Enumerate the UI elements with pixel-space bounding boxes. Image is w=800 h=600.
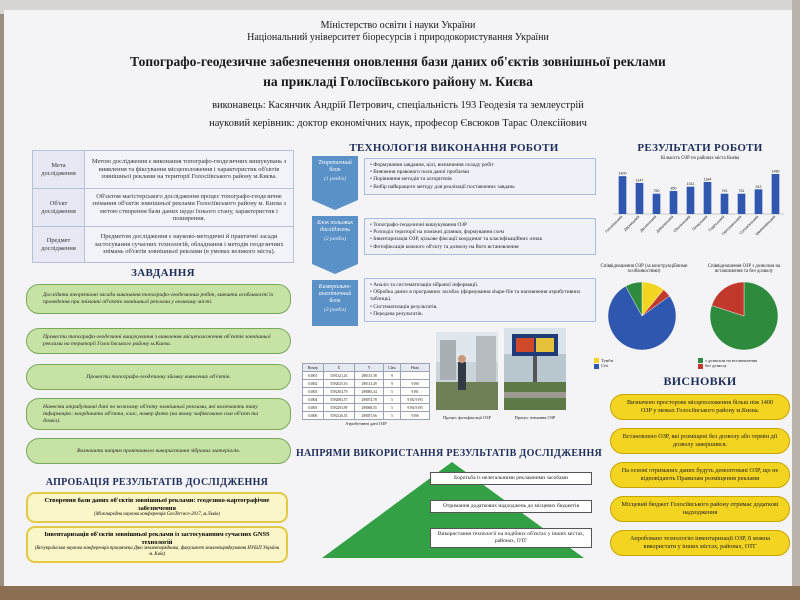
bar-chart-title: Кількість ОЗР по районах міста Києва	[660, 156, 740, 161]
definition-key: Предмет дослідження	[33, 227, 85, 263]
bar-category-label: Печерський	[691, 214, 709, 232]
approbation-item	[26, 526, 288, 563]
table-cell: 298113,49	[355, 380, 384, 388]
bar-category-label: Дніпровський	[655, 214, 675, 234]
table-cell: 5592083,57	[323, 396, 355, 404]
bar-value-label: 1400	[618, 171, 627, 176]
table-cell: 9194 9195	[401, 404, 430, 412]
table-cell: 9191	[401, 388, 430, 396]
table-cell: 9	[384, 380, 401, 388]
table-cell: 5592293,99	[323, 404, 355, 412]
legend-label: Сіті	[601, 363, 609, 369]
table-row	[303, 412, 430, 420]
bar-value-label: 751	[721, 189, 728, 194]
table-header-cell: Photo	[401, 364, 430, 372]
definitions-table	[32, 150, 294, 263]
photo-fixation	[436, 332, 498, 410]
table-cell: 9196	[401, 412, 430, 420]
conclusion-item: На основі отриманих даних будуть демонтовані ОЗР, що не відповідають Правилам розміщення реклами	[610, 462, 790, 488]
bar	[670, 191, 678, 214]
approbation-title: АПРОБАЦІЯ РЕЗУЛЬТАТІВ ДОСЛІДЖЕННЯ	[45, 477, 269, 488]
legend-swatch	[698, 364, 703, 369]
table-cell	[401, 372, 430, 380]
table-cell: 5592304,79	[323, 388, 355, 396]
bar-value-label: 850	[670, 186, 677, 191]
direction-item: Використання технології на подібних об'єктах у інших містах, районах, ОТГ	[430, 528, 592, 548]
tasks-title: ЗАВДАННЯ	[131, 267, 195, 279]
stage-box	[312, 216, 358, 264]
list-item: • Порівняння методів та алгоритмів	[370, 176, 590, 183]
technology-title: ТЕХНОЛОГІЯ ВИКОНАННЯ РОБОТИ	[349, 142, 559, 154]
stage-box	[312, 280, 358, 326]
pie1-title: Співвідношення ОЗР (за конструкційними особливостями)	[600, 264, 688, 274]
list-item: • Топографо-геодезичні вишукування ОЗР	[370, 222, 590, 229]
legend-item	[594, 363, 694, 368]
table-cell: 298083,34	[355, 388, 384, 396]
pie2-legend	[698, 358, 792, 369]
bar-category-label: Дарницький	[623, 214, 641, 232]
pie-chart-construction	[602, 276, 682, 356]
stage-theory-list	[364, 158, 596, 195]
bar	[755, 189, 763, 214]
task-item: Провести топографо-геодезичну зйомку виявлених об'єктів.	[26, 364, 291, 390]
stage-theory	[312, 156, 358, 210]
bar-category-label: Голосіївський	[604, 214, 624, 234]
bar	[738, 194, 746, 214]
list-item: • Вивчення правового поля даної проблеми	[370, 169, 590, 176]
ministry-name: Міністерство освіти і науки України	[320, 20, 476, 31]
table-header-cell: X	[323, 364, 355, 372]
bar-value-label: 1011	[686, 182, 695, 187]
table-row	[303, 404, 430, 412]
photo-survey	[504, 328, 566, 410]
definition-row	[33, 189, 294, 227]
stage-field-list	[364, 218, 596, 255]
bar-category-label: Шевченківський	[754, 214, 777, 237]
table-row	[303, 372, 430, 380]
bar	[653, 194, 661, 214]
table-cell: 9190	[401, 380, 430, 388]
direction-item: Боротьба із нелегальними рекламними засобами	[430, 472, 592, 485]
stage-step: (3 розділ)	[324, 307, 346, 313]
table-cell: 5591321,43	[323, 372, 355, 380]
bar-category-label: Подільський	[707, 214, 726, 233]
table-row	[303, 388, 430, 396]
stage-name: Камерально-аналітичний блок	[318, 284, 352, 304]
list-item: • Формування завдання, цілі, визначення складу робіт	[370, 162, 590, 169]
stage-arrow	[312, 200, 358, 210]
bar-chart	[604, 162, 784, 246]
table-cell: 63004	[303, 396, 324, 404]
list-item: • Аналіз та систематизація зібраної інформації.	[370, 282, 590, 289]
table-cell: 63002	[303, 380, 324, 388]
stage-box	[312, 156, 358, 200]
bar	[619, 176, 627, 214]
header-ministry	[4, 20, 792, 44]
bar-value-label: 750	[653, 189, 660, 194]
definition-key: Мета дослідження	[33, 151, 85, 189]
bar-category-label: Святошинський	[720, 214, 743, 237]
table-header-row	[303, 364, 430, 372]
legend-label: Тумби	[601, 358, 613, 363]
table-cell: 9	[384, 372, 401, 380]
stage-analytics-list	[364, 278, 596, 322]
bar-value-label: 751	[738, 189, 745, 194]
bar	[772, 174, 780, 214]
poster	[4, 10, 792, 588]
bar-category-label: Солом'янський	[738, 214, 760, 236]
title-line-2: на прикладі Голосіївського району м. Києва	[263, 74, 533, 89]
photo-survey-caption: Процес знімання ОЗР	[514, 415, 556, 420]
table-cell: 5	[384, 412, 401, 420]
definition-key: Об'єкт дослідження	[33, 189, 85, 227]
conclusion-item: Апробовано технологію інвентаризації ОЗР, її можна використати у інших містах, районах, ОТГ	[610, 530, 790, 556]
list-item: • Розподіл території на поміжні ділянки, формування схем	[370, 229, 590, 236]
bar	[704, 182, 712, 214]
table-cell: 298115,38	[355, 372, 384, 380]
list-item: • Обробка даних в програмних засобах (формування shape-file та наповнення атрибутивних таблиць).	[370, 289, 590, 303]
table-cell: 5	[384, 396, 401, 404]
definition-value: Предметом дослідження є науково-методичні й практичні засади застосування сучасних технологій, обладнання і методів геодезичних знімань об'єктів зовнішньої реклами (в умовах великого міста).	[85, 227, 294, 263]
table-row	[303, 396, 430, 404]
table-cell: 298068,55	[355, 404, 384, 412]
advisor-line: науковий керівник: доктор економічних наук, професор Євсюков Тарас Олексійович	[209, 118, 587, 129]
bar-category-label: Деснянський	[639, 214, 658, 233]
table-row	[303, 380, 430, 388]
directions-title: НАПРЯМИ ВИКОРИСТАННЯ РЕЗУЛЬТАТІВ ДОСЛІДЖЕННЯ	[295, 448, 603, 459]
list-item: • Фотофіксація кожного об'єкту та дозволу на його встановлення	[370, 244, 590, 251]
bar	[636, 183, 644, 214]
stage-name: Теоретичний блок	[318, 160, 352, 173]
poster-title	[4, 52, 792, 92]
table-cell: 298057,66	[355, 412, 384, 420]
stage-step: (1 розділ)	[324, 176, 346, 182]
pie2-title: Співвідношення ОЗР з дозволом на встановлення та без дозволу	[707, 264, 781, 274]
stage-analytics	[312, 280, 358, 326]
list-item: • Вибір найкращого методу для реалізації поставлених завдань	[370, 184, 590, 191]
conclusion-item: Місцевий бюджет Голосіївського району отримає додаткові надходження	[610, 496, 790, 522]
table-cell: 9192 9193	[401, 396, 430, 404]
table-cell: 5592025,16	[323, 380, 355, 388]
attribute-table	[302, 363, 430, 420]
bar	[721, 194, 729, 214]
stage-name: Блок польових досліджень	[317, 220, 353, 233]
approbation-item	[26, 492, 288, 523]
table-cell: 63001	[303, 372, 324, 380]
table-cell: 5592126,55	[323, 412, 355, 420]
table-cell: 63006	[303, 412, 324, 420]
university-name: Національний університет біоресурсів і природокористування України	[247, 32, 549, 43]
list-item: • Систематизація результатів.	[370, 304, 590, 311]
table-cell: 5	[384, 404, 401, 412]
bar-category-label: Оболонський	[672, 214, 692, 234]
table-cell: 63005	[303, 404, 324, 412]
bar-value-label: 1480	[771, 169, 780, 174]
stage-arrow	[312, 264, 358, 274]
conclusion-item: Встановлено ОЗР, які розміщені без дозволу або термін дії дозволу завершився.	[610, 428, 790, 454]
title-line-1: Топографо-геодезичне забезпечення оновлення бази даних об'єктів зовнішньої реклами	[130, 54, 666, 69]
attribute-table-caption: Атрибутивні дані ОЗР	[345, 421, 387, 426]
legend-label: з дозволом на встановлення	[705, 358, 758, 363]
conclusion-item: Визначено просторове місцеположення більш ніж 1400 ОЗР у межах Голосіївського району м.Києва.	[610, 394, 790, 420]
task-item: Визначити напрям практичного використання зібраних матеріалів.	[26, 438, 291, 464]
approbation-item-title: Інвентаризація об'єктів зовнішньої реклами із застосуванням сучасних GNSS технологій	[44, 531, 270, 546]
bar-value-label: 1147	[635, 178, 644, 183]
photo-fixation-caption: Процес фотофіксації ОЗР	[443, 415, 491, 420]
table-header-cell: Номер	[303, 364, 324, 372]
pie-chart-permits	[704, 276, 784, 356]
wall-right	[792, 0, 800, 600]
stage-step: (2 розділ)	[324, 236, 346, 242]
definition-row	[33, 227, 294, 263]
approbation-item-title: Створення бази даних об'єктів зовнішньої реклами: геодезико-картографічне забезпечення	[44, 497, 270, 512]
frame-bottom	[0, 586, 800, 600]
definition-value: Метою дослідження є виконання топографо-геодезичних вишукувань з виявлення та фіксування місцеположення і характеристик об'єктів зовнішньої реклами на території Голосіївського району м.Києва.	[85, 151, 294, 189]
task-item: Нанести атрибутивні дані по кожному об'єкту зовнішньої реклами, які включають таку інформацію: координати об'єкта, клас, номер фото (на якому зафіксовано сам об'єкт та дозвіл).	[26, 398, 291, 430]
legend-label: без дозволу	[705, 363, 727, 369]
table-header-cell: Y	[355, 364, 384, 372]
legend-swatch	[594, 364, 599, 369]
approbation-item-sub: (Всеукраїнська наукова конференція присвячена Дню землевпорядника, факультет землевпорядкування НУБіП України м. Київ)	[34, 546, 280, 557]
table-cell: 5	[384, 388, 401, 396]
direction-item: Отримання додаткових надходжень до місцевих бюджетів	[430, 500, 592, 513]
task-item: Провести топографо-геодезичні вишукування з виявлення місцеположення об'єктів зовнішньої реклами на території Голосіївського району м.Києва.	[26, 328, 291, 354]
list-item: • Інвентаризація ОЗР, цільове фіксації координат та класифікаційних ознак	[370, 236, 590, 243]
bar	[687, 187, 695, 214]
pie1-legend	[594, 358, 694, 369]
approbation-item-sub: (Міжнародна наукова конференція GeoTerrace-2017, м.Львів)	[94, 512, 220, 517]
conclusions-title: ВИСНОВКИ	[663, 374, 737, 388]
bar-value-label: 1184	[703, 177, 712, 182]
table-cell: 63003	[303, 388, 324, 396]
definition-row	[33, 151, 294, 189]
list-item: • Передача результатів.	[370, 311, 590, 318]
definition-value: Об'єктом магістерського дослідження процес топографо-геодезичне знімання об'єктів зовнішньої реклами Голосіївського району м. Києва з метою створення бази даних щодо їхнього стану, характеристик і поширення.	[85, 189, 294, 227]
legend-item	[698, 363, 792, 368]
bar-value-label: 912	[755, 184, 762, 189]
table-header-cell: Class	[384, 364, 401, 372]
table-cell: 298074,78	[355, 396, 384, 404]
results-title: РЕЗУЛЬТАТИ РОБОТИ	[637, 142, 763, 154]
author-line: виконавець: Касянчик Андрій Петрович, спеціальність 193 Геодезія та землеустрій	[212, 100, 584, 111]
task-item: Дослідити теоретичні засади виконання топографо-геодезичних робіт, вивчити особливості їх проведення при зніманні об'єктів зовнішньої реклами у великому місті.	[26, 284, 291, 314]
stage-field	[312, 216, 358, 274]
